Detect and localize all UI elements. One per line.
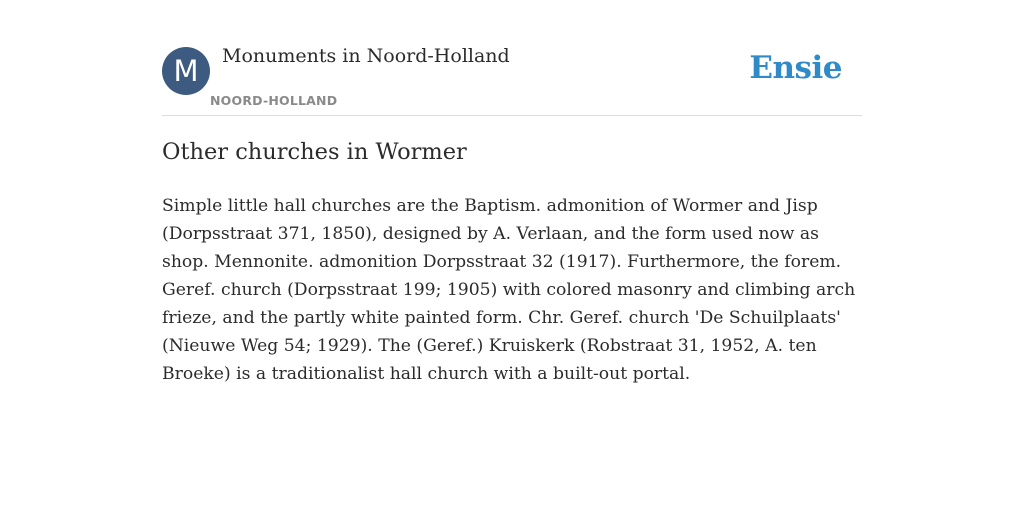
article-body: Simple little hall churches are the Baptism. admonition of Wormer and Jisp (Dorpsstraat 371, 1850), designed by A. Verlaan, and the form used now as shop. Mennonite. admonition Dorpsstraat 32 (1917). Furthermore, the forem. Geref. church (Dorpsstraat 199; 1905) with colored masonry and climbing arch frieze, and the partly white painted form. Chr. Geref. church 'De Schuilplaats' (Nieuwe Weg 54; 1929). The (Geref.) Kruiskerk (Robstraat 31, 1952, A. ten Broeke) is a traditionalist hall church with a built-out portal. xyxy=(162,196,856,384)
category-label[interactable]: NOORD-HOLLAND xyxy=(210,93,338,108)
brand-logo[interactable]: Ensie xyxy=(749,50,842,86)
article-card xyxy=(162,0,862,512)
avatar: M xyxy=(162,47,210,95)
source-title[interactable]: Monuments in Noord-Holland xyxy=(222,45,510,67)
divider xyxy=(162,115,862,116)
article-title: Other churches in Wormer xyxy=(162,139,467,165)
